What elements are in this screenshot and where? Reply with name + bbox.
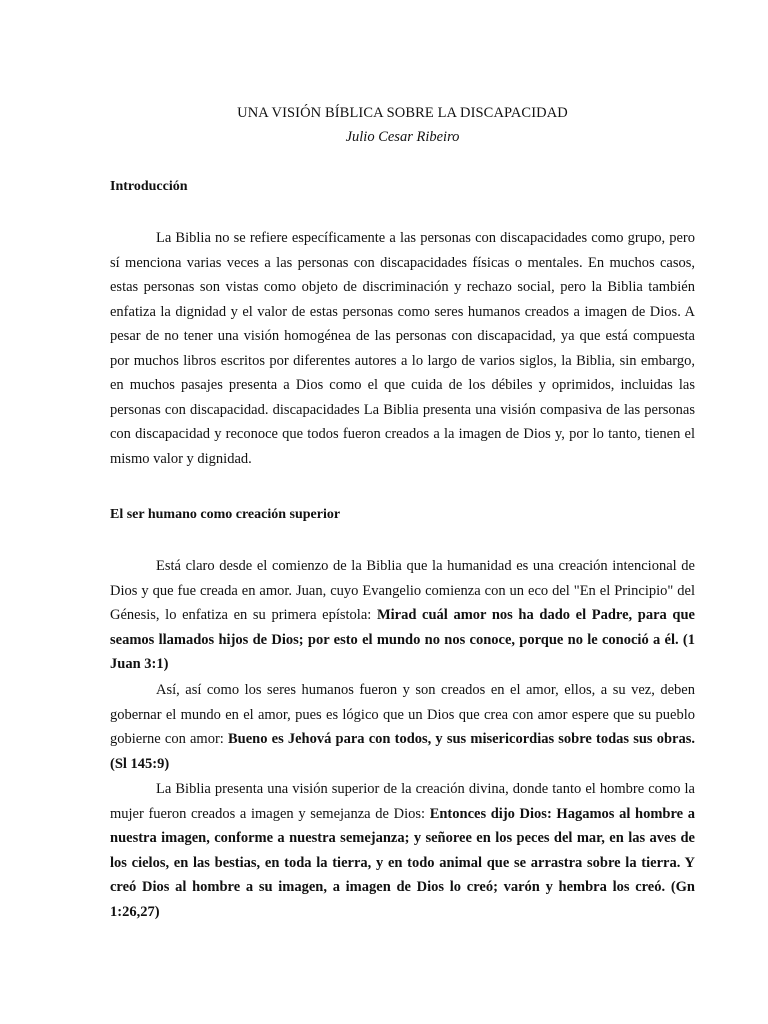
- document-title: UNA VISIÓN BÍBLICA SOBRE LA DISCAPACIDAD: [237, 105, 568, 121]
- paragraph-text: Está claro desde el comienzo de la Biblia que la humanidad es una creación intencional de Dios y que fue creada en amor. Juan, cuyo Evangelio comienza con un eco del "En el Principio" del Génesis, lo enfatiza en su primera epístola:: [110, 558, 695, 623]
- document-author: Julio Cesar Ribeiro: [345, 129, 460, 145]
- paragraph-creacion-2: [110, 678, 695, 776]
- paragraph-text: La Biblia presenta una visión superior de la creación divina, donde tanto el hombre como la mujer fueron creados a imagen y semejanza de Dios:: [110, 781, 695, 822]
- bible-quote: Mirad cuál amor nos ha dado el Padre, para que seamos llamados hijos de Dios; por esto el mundo no nos conoce, porque no le conoció a él. (1 Juan 3:1): [110, 607, 695, 672]
- bible-quote: Bueno es Jehová para con todos, y sus misericordias sobre todas sus obras. (Sl 145:9): [110, 731, 695, 772]
- paragraph-text: La Biblia no se refiere específicamente a las personas con discapacidades como grupo, pero sí menciona varias veces a las personas con discapacidades físicas o mentales. En muchos casos, estas personas son vistas como objeto de discriminación y rechazo social, pero la Biblia también enfatiza la dignidad y el valor de estas personas como seres humanos creados a imagen de Dios. A pesar de no tener una visión homogénea de las personas con discapacidad, ya que está compuesta por muchos libros escritos por diferentes autores a lo largo de varios siglos, la Biblia, sin embargo, en muchos pasajes presenta a Dios como el que cuida de los débiles y oprimidos, incluidas las personas con discapacidad. discapacidades La Biblia presenta una visión compasiva de las personas con discapacidad y reconoce que todos fueron creados a la imagen de Dios y, por lo tanto, tienen el mismo valor y dignidad.: [110, 230, 695, 467]
- paragraph-text: Así, así como los seres humanos fueron y son creados en el amor, ellos, a su vez, deben gobernar el mundo en el amor, pues es lógico que un Dios que crea con amor espere que su pueblo gobierne con amor:: [110, 682, 695, 747]
- bible-quote: Entonces dijo Dios: Hagamos al hombre a nuestra imagen, conforme a nuestra semejanza; y señoree en los peces del mar, en las aves de los cielos, en las bestias, en toda la tierra, y en todo animal que se arrastra sobre la tierra. Y creó Dios al hombre a su imagen, a imagen de Dios lo creó; varón y hembra los creó. (Gn 1:26,27): [110, 805, 695, 920]
- section-heading-introduccion: Introducción: [110, 179, 188, 194]
- section-heading-creacion-superior: El ser humano como creación superior: [110, 507, 341, 522]
- document-page: [110, 0, 695, 1024]
- paragraph-creacion-1: [110, 554, 695, 677]
- paragraph-introduccion: [110, 226, 695, 471]
- paragraph-creacion-3: [110, 777, 695, 924]
